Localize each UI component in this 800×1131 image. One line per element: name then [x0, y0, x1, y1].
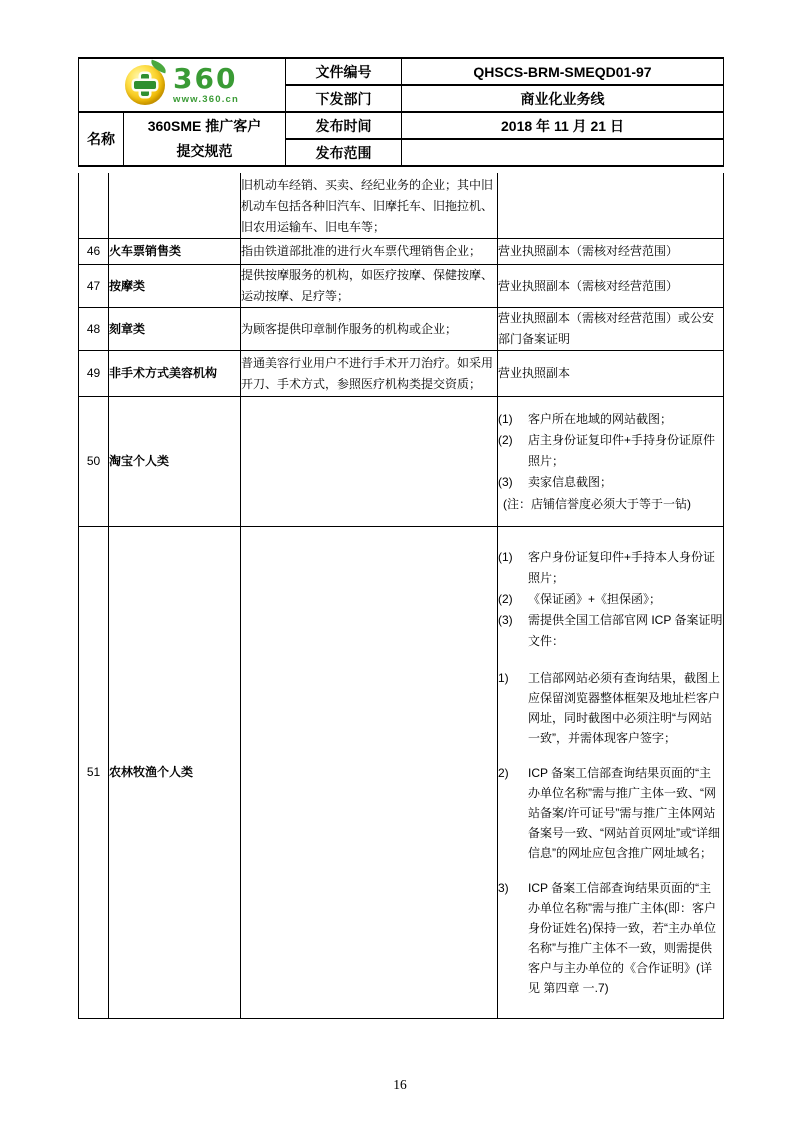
- doc-title: [124, 112, 286, 166]
- page-number: 16: [393, 1077, 407, 1092]
- row-number-cell: 48: [79, 308, 109, 351]
- description-cell: 为顾客提供印章制作服务的机构或企业；: [241, 308, 498, 351]
- brand-logo: [79, 62, 285, 106]
- description-cell: 普通美容行业用户不进行手术开刀治疗。如采用开刀、手术方式，参照医疗机构类提交资质；: [241, 351, 498, 397]
- doc-title-line: 提交规范: [176, 143, 233, 159]
- logo-cross-icon: [134, 81, 156, 89]
- table-row: [79, 397, 724, 527]
- header-table: [78, 57, 724, 167]
- row-number-cell: [79, 173, 109, 239]
- req-item-text: 需提供全国工信部官网 ICP 备案证明文件：: [528, 613, 723, 648]
- logo-url: www.360.cn: [172, 94, 240, 106]
- req-item-marker: (1): [498, 412, 513, 426]
- description-cell: [241, 527, 498, 1019]
- table-row: [79, 351, 724, 397]
- row-number-cell: 49: [79, 351, 109, 397]
- sub-item-text: ICP 备案工信部查询结果页面的“主办单位名称”需与推广主体(即：客户身份证姓名)保持一致，若“主办单位名称”与推广主体不一致，则需提供客户与主办单位的《合作证明》(详见 第四章 一.7): [528, 881, 716, 995]
- doc-field-label: 文件编号: [286, 58, 402, 85]
- category-cell: 农林牧渔个人类: [109, 527, 241, 1019]
- category-cell: 刻章类: [109, 308, 241, 351]
- sub-item-text: 工信部网站必须有查询结果，截图上应保留浏览器整体框架及地址栏客户网址，同时截图中必须注明“与网站一致”，并需体现客户签字；: [528, 671, 721, 745]
- req-item-marker: (1): [498, 550, 513, 564]
- logo-wordmark: 360: [172, 62, 238, 96]
- req-item: [498, 430, 723, 472]
- table-row: [79, 173, 724, 239]
- doc-field-label: 发布时间: [286, 112, 402, 139]
- doc-field-value: [402, 139, 724, 166]
- req-item: [498, 610, 723, 652]
- req-item: [498, 589, 723, 610]
- req-item: [498, 409, 723, 430]
- sub-item-text: ICP 备案工信部查询结果页面的“主办单位名称”需与推广主体一致、“网站备案/许可证号”需与推广主体网站备案号一致、“网站首页网址”或“详细信息”的网址应包含推广网址域名；: [528, 766, 720, 860]
- category-cell: 非手术方式美容机构: [109, 351, 241, 397]
- table-row: [79, 265, 724, 308]
- doc-field-value: QHSCS-BRM-SMEQD01-97: [402, 58, 724, 85]
- doc-title-line: 360SME 推广客户: [147, 118, 262, 134]
- table-row: [79, 527, 724, 1019]
- doc-field-label: 下发部门: [286, 85, 402, 112]
- description-cell: 旧机动车经销、买卖、经纪业务的企业；其中旧机动车包括各种旧汽车、旧摩托车、旧拖拉机、旧农用运输车、旧电车等；: [241, 173, 498, 239]
- row-number-cell: 46: [79, 239, 109, 265]
- req-item-text: 店主身份证复印件+手持身份证原件照片；: [528, 433, 716, 468]
- brand-logo-cell: [79, 58, 286, 112]
- req-item-text: 《保证函》+《担保函》；: [528, 592, 662, 606]
- description-cell: 指由铁道部批准的进行火车票代理销售企业；: [241, 239, 498, 265]
- req-note: (注：店铺信誉度必须大于等于一钻): [503, 497, 691, 511]
- row-number-cell: 50: [79, 397, 109, 527]
- sub-item-marker: 3): [498, 881, 509, 895]
- requirements-cell: [498, 173, 724, 239]
- category-cell: 淘宝个人类: [109, 397, 241, 527]
- name-label: 名称: [79, 112, 124, 166]
- requirements-cell: 营业执照副本（需核对经营范围）: [498, 265, 724, 308]
- sub-item: [498, 668, 723, 748]
- req-item-marker: (2): [498, 592, 513, 606]
- req-item-marker: (2): [498, 433, 513, 447]
- req-item-marker: (3): [498, 613, 513, 627]
- req-item-text: 客户所在地域的网站截图；: [528, 412, 673, 426]
- row-number-cell: 51: [79, 527, 109, 1019]
- logo-leaf-icon: [149, 60, 168, 74]
- req-item-text: 客户身份证复印件+手持本人身份证照片；: [528, 550, 716, 585]
- sub-item: [498, 878, 723, 998]
- req-item: [498, 547, 723, 589]
- doc-field-value: 2018 年 11 月 21 日: [402, 112, 724, 139]
- doc-field-value: 商业化业务线: [402, 85, 724, 112]
- sub-item-marker: 1): [498, 671, 509, 685]
- requirements-cell: 营业执照副本（需核对经营范围）: [498, 239, 724, 265]
- description-cell: [241, 397, 498, 527]
- req-item-marker: (3): [498, 475, 513, 489]
- requirements-cell: 营业执照副本: [498, 351, 724, 397]
- category-cell: [109, 173, 241, 239]
- sub-item: [498, 763, 723, 863]
- logo-ball-icon: [125, 65, 165, 105]
- category-cell: 火车票销售类: [109, 239, 241, 265]
- table-row: [79, 239, 724, 265]
- description-cell: 提供按摩服务的机构，如医疗按摩、保健按摩、运动按摩、足疗等；: [241, 265, 498, 308]
- req-item-text: 卖家信息截图；: [528, 475, 613, 489]
- row-number-cell: 47: [79, 265, 109, 308]
- req-item: [498, 472, 723, 493]
- requirements-cell: [498, 397, 724, 527]
- category-cell: 按摩类: [109, 265, 241, 308]
- category-table: [78, 173, 724, 1019]
- requirements-cell: [498, 527, 724, 1019]
- doc-field-label: 发布范围: [286, 139, 402, 166]
- sub-item-marker: 2): [498, 766, 509, 780]
- table-row: [79, 308, 724, 351]
- requirements-cell: 营业执照副本（需核对经营范围）或公安部门备案证明: [498, 308, 724, 351]
